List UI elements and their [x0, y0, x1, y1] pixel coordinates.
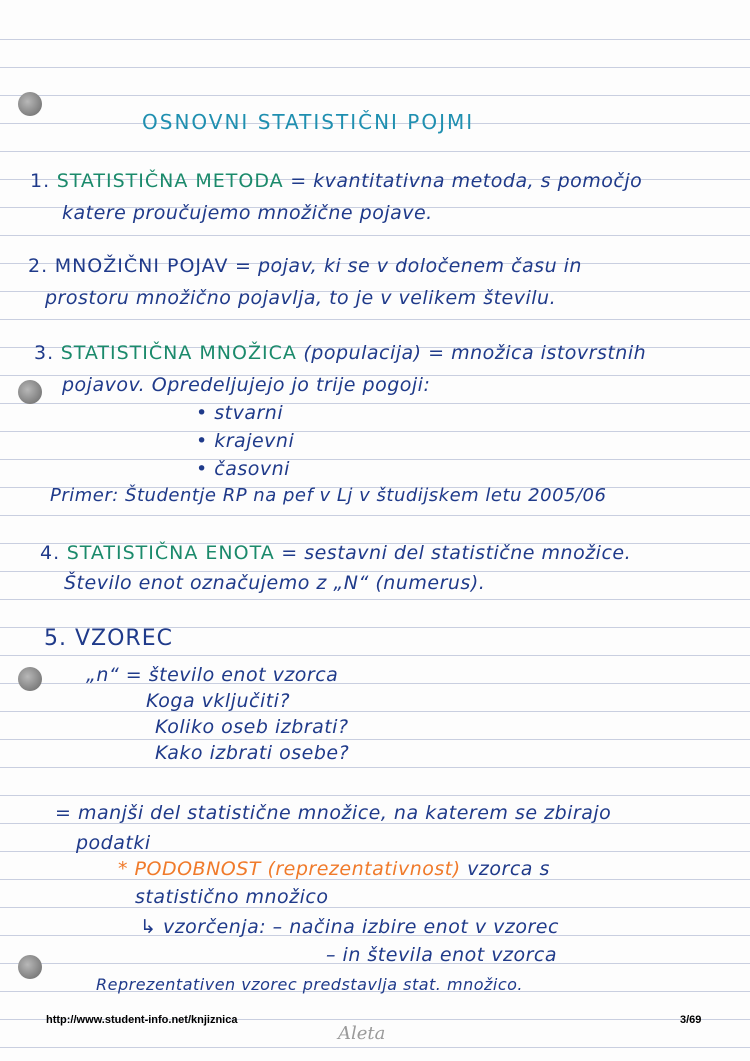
similarity-rest: vzorca s: [467, 858, 550, 880]
closing-line: Reprezentativen vzorec predstavlja stat. množico.: [96, 975, 524, 994]
item-term: STATISTIČNA METODA: [56, 170, 284, 192]
similarity-label: * PODOBNOST (reprezentativnost): [118, 858, 461, 880]
similarity-line-2: statistično množico: [135, 886, 329, 908]
item-3-heading: [34, 342, 646, 364]
sampling-item: – in števila enot vzorca: [326, 944, 558, 966]
item-4-heading: [40, 542, 631, 564]
item-number: 1.: [30, 170, 51, 192]
item-definition: = pojav, ki se v določenem času in: [235, 255, 582, 277]
condition-item: • stvarni: [196, 402, 284, 424]
item-definition: = sestavni del statistične množice.: [281, 542, 632, 564]
item-number: 3.: [34, 342, 55, 364]
example-line: Primer: Študentje RP na pef v Lj v študijskem letu 2005/06: [50, 485, 607, 506]
item-1-definition-cont: katere proučujemo množične pojave.: [62, 202, 433, 224]
sampling-item: – načina izbire enot v vzorec: [272, 916, 559, 938]
item-term: MNOŽIČNI POJAV: [54, 255, 229, 277]
vzorec-line: Koga vključiti?: [146, 690, 291, 712]
vzorec-heading: 5. VZOREC: [44, 626, 173, 651]
item-1-heading: [30, 170, 642, 192]
vzorec-definition: = manjši del statistične množice, na katerem se zbirajo: [55, 802, 612, 824]
item-2-definition-cont: prostoru množično pojavlja, to je v velikem številu.: [45, 287, 557, 309]
item-term-paren: (populacija): [303, 342, 422, 364]
binder-hole: [18, 955, 42, 979]
footer-url: http://www.student-info.net/knjiznica: [46, 1014, 238, 1026]
binder-hole: [18, 667, 42, 691]
vzorec-definition-cont: podatki: [76, 832, 151, 854]
sampling-label: ↳ vzorčenja:: [140, 916, 267, 938]
vzorec-line: „n“ = število enot vzorca: [86, 664, 339, 686]
sampling-line: [140, 916, 559, 938]
item-2-heading: [28, 255, 582, 277]
item-term: STATISTIČNA MNOŽICA: [60, 342, 297, 364]
condition-item: • časovni: [196, 458, 290, 480]
similarity-line: [118, 858, 550, 880]
signature: Aleta: [338, 1023, 386, 1044]
item-3-definition-cont: pojavov. Opredeljujejo jo trije pogoji:: [62, 374, 431, 396]
footer-page-number: 3/69: [680, 1014, 702, 1026]
vzorec-line: Koliko oseb izbrati?: [155, 716, 349, 738]
item-definition: = kvantitativna metoda, s pomočjo: [290, 170, 643, 192]
item-number: 2.: [28, 255, 49, 277]
item-term: STATISTIČNA ENOTA: [66, 542, 275, 564]
item-definition: = množica istovrstnih: [428, 342, 647, 364]
item-number: 4.: [40, 542, 61, 564]
binder-hole: [18, 380, 42, 404]
page-title: OSNOVNI STATISTIČNI POJMI: [142, 110, 475, 134]
vzorec-line: Kako izbrati osebe?: [155, 742, 350, 764]
item-4-definition-cont: Število enot označujemo z „N“ (numerus).: [64, 572, 486, 594]
binder-hole: [18, 92, 42, 116]
condition-item: • krajevni: [196, 430, 295, 452]
